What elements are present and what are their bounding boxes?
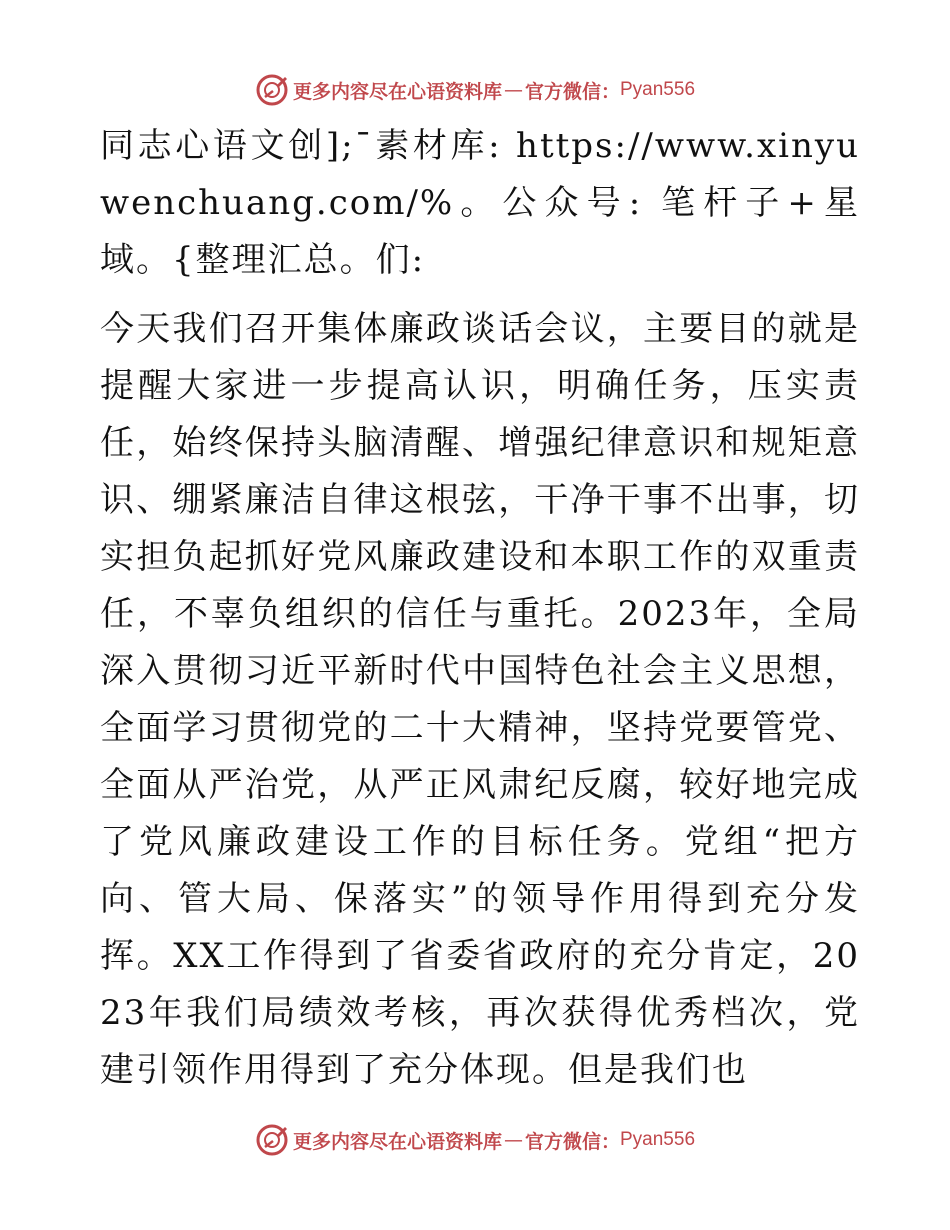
paragraph-intro: 同志心语文创];¯素材库: https://www.xinyuwenchuang.com/%。公众号: 笔杆子+星域。{整理汇总。们: bbox=[100, 126, 860, 280]
footer-banner bbox=[0, 1120, 950, 1160]
brand-logo-icon bbox=[255, 73, 289, 107]
document-body bbox=[100, 118, 860, 1099]
banner-label: 官方微信： bbox=[524, 80, 620, 103]
banner-separator: — bbox=[503, 79, 523, 101]
paragraph-main: 今天我们召开集体廉政谈话会议，主要目的就是提醒大家进一步提高认识，明确任务，压实责任，始终保持头脑清醒、增强纪律意识和规矩意识、绷紧廉洁自律这根弦，干净干事不出事，切实担负起抓好党风廉政建设和本职工作的双重责任，不辜负组织的信任与重托。2023年，全局深入贯彻习近平新时代中国特色社会主义思想，全面学习贯彻党的二十大精神，坚持党要管党、全面从严治党，从严正风肃纪反腐，较好地完成了党风廉政建设工作的目标任务。党组“把方向、管大局、保落实”的领导作用得到充分发挥。XX工作得到了省委省政府的充分肯定，2023年我们局绩效考核，再次获得优秀档次，党建引领作用得到了充分体现。但是我们也 bbox=[100, 309, 860, 1090]
brand-logo-icon bbox=[255, 1123, 289, 1157]
banner-wechat-id: Pyan556 bbox=[620, 1129, 696, 1150]
banner-separator: — bbox=[503, 1129, 523, 1151]
header-banner bbox=[0, 70, 950, 110]
banner-title: 更多内容尽在心语资料库 bbox=[292, 1130, 502, 1153]
banner-wechat-id: Pyan556 bbox=[620, 79, 696, 100]
banner-title: 更多内容尽在心语资料库 bbox=[292, 80, 502, 103]
banner-label: 官方微信： bbox=[524, 1130, 620, 1153]
